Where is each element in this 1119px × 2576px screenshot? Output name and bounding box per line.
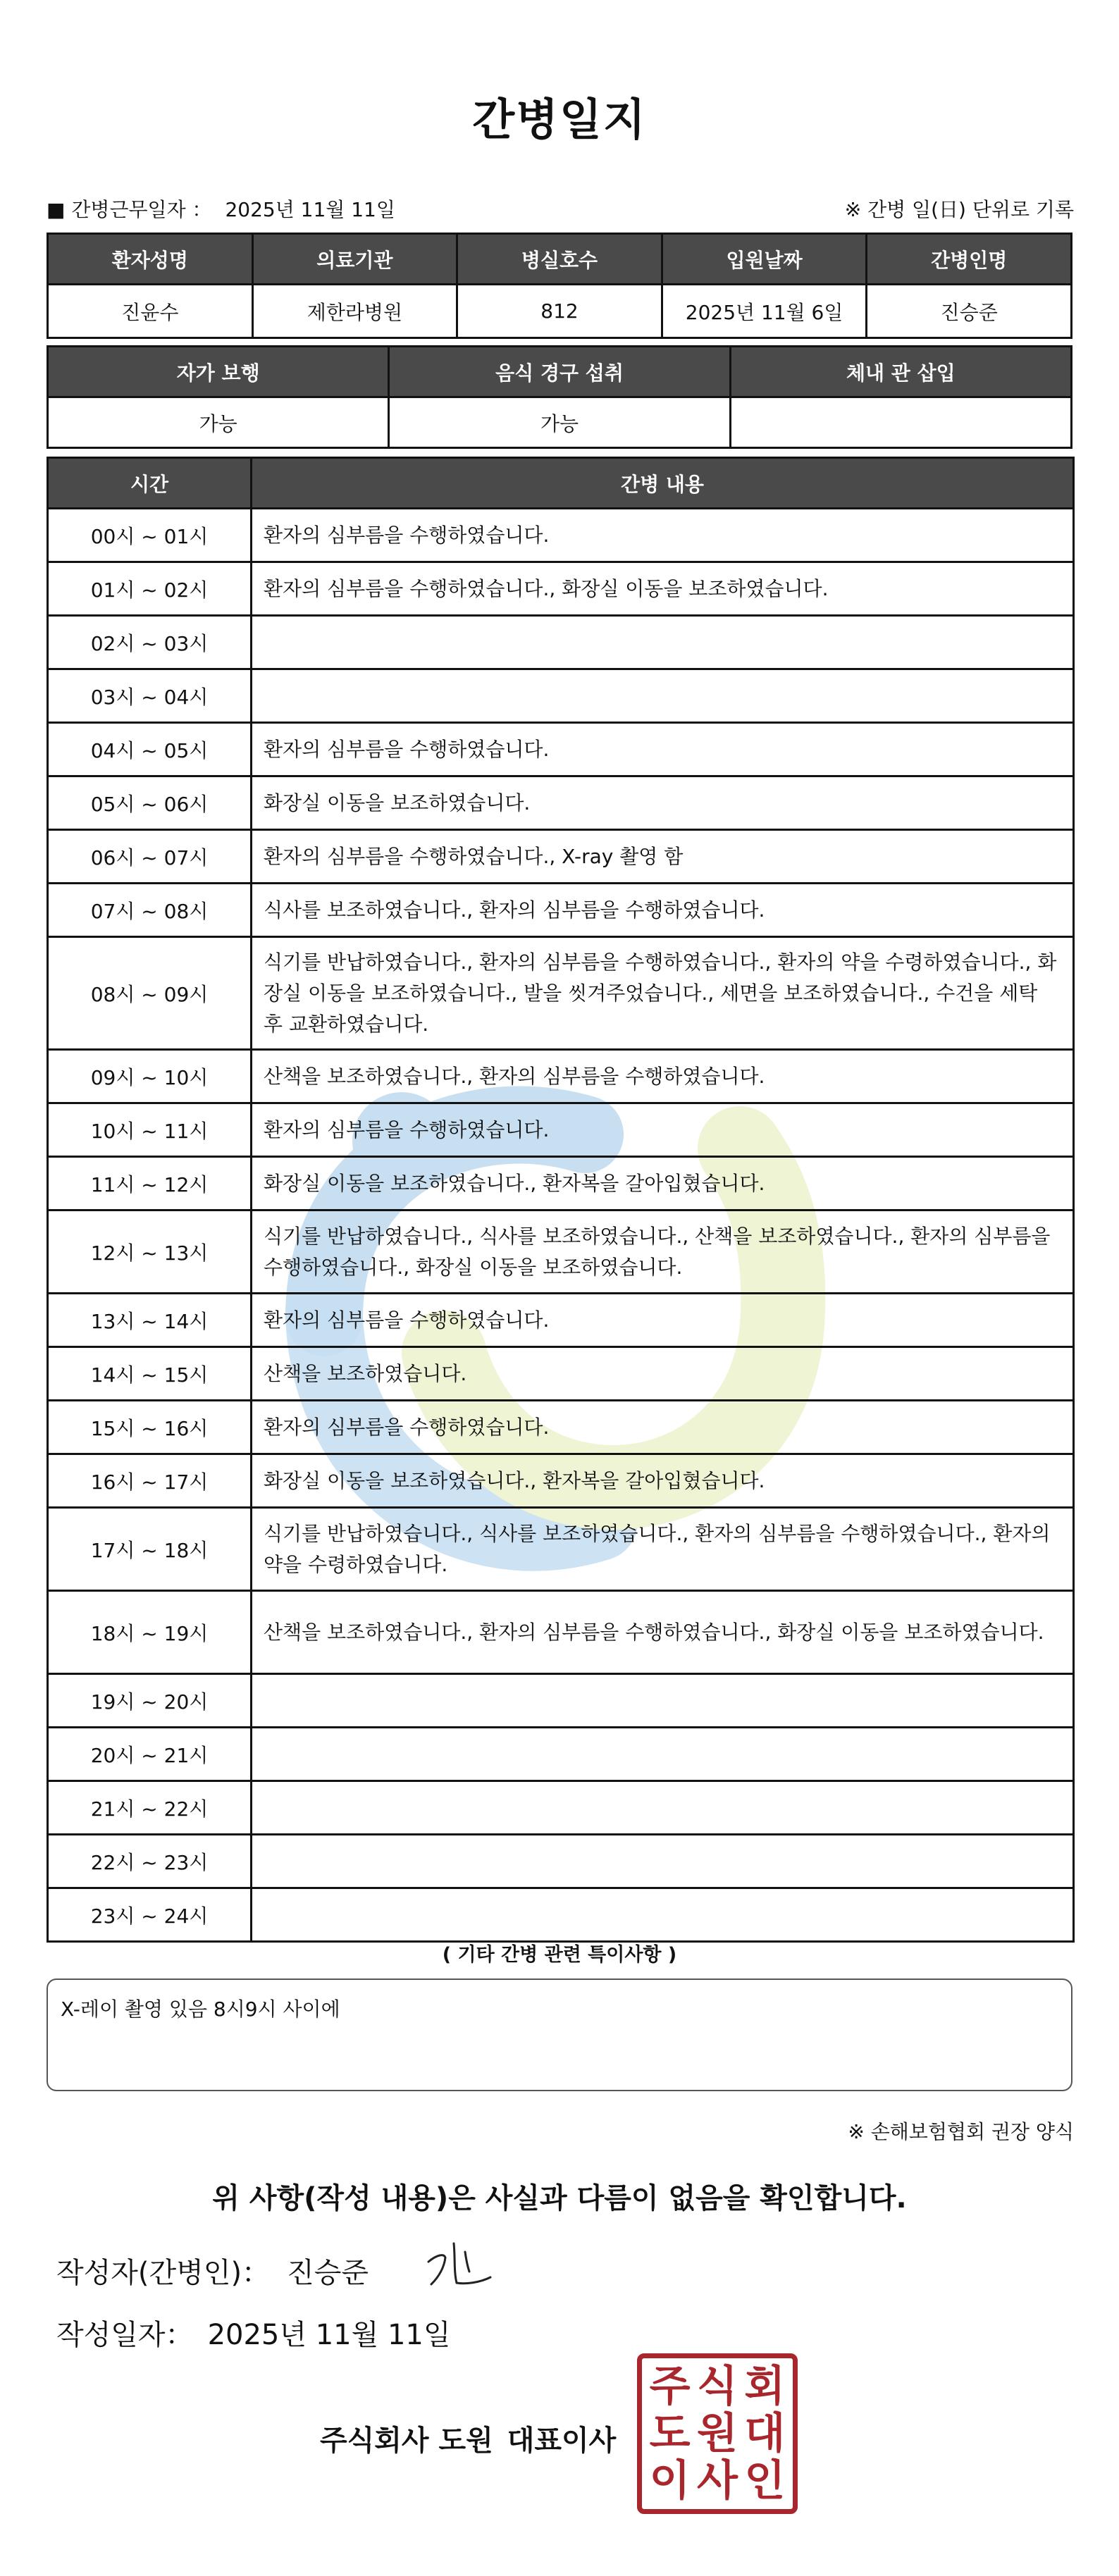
care-log-time: 12시 ~ 13시: [48, 1210, 252, 1294]
ability-value-row: [48, 397, 1072, 448]
seal-char: 이: [649, 2456, 691, 2506]
care-log-row: [48, 1888, 1074, 1942]
care-log-content: 환자의 심부름을 수행하였습니다.: [252, 1103, 1074, 1157]
care-log-row: [48, 1728, 1074, 1781]
care-log-row: [48, 1401, 1074, 1454]
care-log-time: 01시 ~ 02시: [48, 562, 252, 616]
seal-char: 주: [649, 2361, 691, 2411]
care-log-content: 식기를 반납하였습니다., 환자의 심부름을 수행하였습니다., 환자의 약을 수령하였습니다., 화장실 이동을 보조하였습니다., 발을 씻겨주었습니다., 세면을 보조하였습니다., 수건을 세탁 후 교환하였습니다.: [252, 937, 1074, 1050]
care-log-time: 14시 ~ 15시: [48, 1347, 252, 1401]
care-log-content: 산책을 보조하였습니다., 환자의 심부름을 수행하였습니다., 화장실 이동을 보조하였습니다.: [252, 1591, 1074, 1674]
care-log-row: [48, 1347, 1074, 1401]
patient-info-header-row: [48, 234, 1072, 285]
care-log-time: 16시 ~ 17시: [48, 1454, 252, 1508]
care-log-row: [48, 1591, 1074, 1674]
form-recommendation-note: ※ 손해보험협회 권장 양식: [848, 2120, 1074, 2143]
patient-info-table: [47, 233, 1072, 339]
work-date: [47, 194, 395, 223]
care-log-row: [48, 776, 1074, 830]
work-date-value: 2025년 11월 11일: [225, 198, 395, 221]
writer-name: 진승준: [287, 2257, 369, 2289]
writer-label: 작성자(간병인)：: [56, 2257, 271, 2289]
care-log-content: 산책을 보조하였습니다., 환자의 심부름을 수행하였습니다.: [252, 1050, 1074, 1103]
care-log-content: 환자의 심부름을 수행하였습니다.: [252, 723, 1074, 776]
care-log-time: 19시 ~ 20시: [48, 1674, 252, 1728]
header-care-content: 간병 내용: [252, 458, 1074, 509]
header-patient-name: 환자성명: [48, 234, 253, 285]
company-name: 주식회사 도원: [320, 2425, 493, 2457]
care-log-time: 00시 ~ 01시: [48, 509, 252, 562]
tube-insertion-value: [730, 397, 1071, 448]
care-log-table: [47, 457, 1075, 1943]
room-number: 812: [457, 285, 662, 338]
seal-char: 회: [744, 2361, 786, 2411]
care-log-content: 화장실 이동을 보조하였습니다., 환자복을 갈아입혔습니다.: [252, 1157, 1074, 1210]
oral-intake-value: 가능: [389, 397, 730, 448]
care-log-time: 17시 ~ 18시: [48, 1508, 252, 1591]
care-log-row: [48, 1674, 1074, 1728]
header-time: 시간: [48, 458, 252, 509]
patient-ability-table: [47, 345, 1072, 449]
caregiver-name: 진승준: [867, 285, 1072, 338]
care-log-rows: [48, 509, 1074, 1942]
care-log-content: 환자의 심부름을 수행하였습니다.: [252, 509, 1074, 562]
special-notes-box: X-레이 촬영 있음 8시9시 사이에: [47, 1979, 1072, 2091]
notes-title: ( 기타 간병 관련 특이사항 ): [442, 1944, 677, 1966]
care-log-time: 20시 ~ 21시: [48, 1728, 252, 1781]
confirmation-statement: 위 사항(작성 내용)은 사실과 다름이 없음을 확인합니다.: [212, 2182, 907, 2215]
care-log-content: 식기를 반납하였습니다., 식사를 보조하였습니다., 산책을 보조하였습니다., 환자의 심부름을 수행하였습니다., 화장실 이동을 보조하였습니다.: [252, 1210, 1074, 1294]
care-log-time: 18시 ~ 19시: [48, 1591, 252, 1674]
header-room: 병실호수: [457, 234, 662, 285]
seal-char: 도: [649, 2408, 691, 2458]
care-log-time: 02시 ~ 03시: [48, 616, 252, 669]
seal-char: 대: [744, 2408, 786, 2458]
care-log-row: [48, 723, 1074, 776]
care-log-content: [252, 1835, 1074, 1888]
care-log-content: [252, 1674, 1074, 1728]
seal-char: 원: [697, 2408, 738, 2458]
header-hospital: 의료기관: [252, 234, 457, 285]
care-log-time: 08시 ~ 09시: [48, 937, 252, 1050]
care-log-row: [48, 509, 1074, 562]
care-log-content: [252, 1728, 1074, 1781]
written-date-label: 작성일자：: [56, 2319, 194, 2351]
care-log-content: [252, 669, 1074, 723]
care-log-content: [252, 1781, 1074, 1835]
company-representative: 대표이사: [507, 2425, 617, 2457]
written-date-line: [56, 2312, 451, 2353]
care-log-row: [48, 1508, 1074, 1591]
care-log-row: [48, 1210, 1074, 1294]
header-admission-date: 입원날짜: [662, 234, 867, 285]
record-unit-note: ※ 간병 일(日) 단위로 기록: [844, 198, 1074, 221]
care-log-content: 환자의 심부름을 수행하였습니다., X-ray 촬영 함: [252, 830, 1074, 884]
care-log-time: 13시 ~ 14시: [48, 1294, 252, 1347]
care-log-content: 화장실 이동을 보조하였습니다., 환자복을 갈아입혔습니다.: [252, 1454, 1074, 1508]
seal-char: 식: [697, 2361, 738, 2411]
header-oral-intake: 음식 경구 섭취: [389, 347, 730, 397]
care-log-content: 식기를 반납하였습니다., 식사를 보조하였습니다., 환자의 심부름을 수행하였습니다., 환자의 약을 수령하였습니다.: [252, 1508, 1074, 1591]
hospital-name: 제한라병원: [252, 285, 457, 338]
care-log-row: [48, 562, 1074, 616]
care-log-row: [48, 1157, 1074, 1210]
care-log-time: 07시 ~ 08시: [48, 884, 252, 937]
care-log-row: [48, 1835, 1074, 1888]
care-log-time: 04시 ~ 05시: [48, 723, 252, 776]
admission-date: 2025년 11월 6일: [662, 285, 867, 338]
header-tube-insertion: 체내 관 삽입: [730, 347, 1071, 397]
patient-name: 진윤수: [48, 285, 253, 338]
care-log-content: [252, 616, 1074, 669]
care-log-content: 환자의 심부름을 수행하였습니다.: [252, 1401, 1074, 1454]
seal-char: 사: [697, 2456, 738, 2506]
care-log-row: [48, 1454, 1074, 1508]
self-walking-value: 가능: [48, 397, 389, 448]
care-log-time: 06시 ~ 07시: [48, 830, 252, 884]
ability-header-row: [48, 347, 1072, 397]
care-log-time: 21시 ~ 22시: [48, 1781, 252, 1835]
care-log-content: 식사를 보조하였습니다., 환자의 심부름을 수행하였습니다.: [252, 884, 1074, 937]
company-seal: [637, 2353, 798, 2514]
care-log-row: [48, 1294, 1074, 1347]
document-title: 간병일지: [472, 94, 647, 145]
seal-char: 인: [744, 2456, 786, 2506]
patient-info-value-row: [48, 285, 1072, 338]
care-log-time: 05시 ~ 06시: [48, 776, 252, 830]
header-caregiver: 간병인명: [867, 234, 1072, 285]
care-log-time: 15시 ~ 16시: [48, 1401, 252, 1454]
care-log-row: [48, 1781, 1074, 1835]
care-log-content: 환자의 심부름을 수행하였습니다.: [252, 1294, 1074, 1347]
care-log-time: 23시 ~ 24시: [48, 1888, 252, 1942]
care-log-content: 산책을 보조하였습니다.: [252, 1347, 1074, 1401]
care-log-row: [48, 830, 1074, 884]
care-log-row: [48, 616, 1074, 669]
care-log-row: [48, 884, 1074, 937]
care-log-row: [48, 1050, 1074, 1103]
care-log-content: [252, 1888, 1074, 1942]
writer-line: [56, 2250, 369, 2291]
care-log-time: 09시 ~ 10시: [48, 1050, 252, 1103]
care-log-time: 22시 ~ 23시: [48, 1835, 252, 1888]
care-log-content: 화장실 이동을 보조하였습니다.: [252, 776, 1074, 830]
care-log-time: 03시 ~ 04시: [48, 669, 252, 723]
written-date-value: 2025년 11월 11일: [207, 2319, 451, 2351]
work-date-label: ■ 간병근무일자 ：: [47, 198, 212, 221]
handwritten-signature: [423, 2234, 500, 2297]
company-line: [320, 2418, 616, 2458]
care-log-row: [48, 669, 1074, 723]
care-log-header-row: [48, 458, 1074, 509]
care-log-time: 11시 ~ 12시: [48, 1157, 252, 1210]
care-log-row: [48, 1103, 1074, 1157]
care-log-time: 10시 ~ 11시: [48, 1103, 252, 1157]
header-self-walking: 자가 보행: [48, 347, 389, 397]
care-log-content: 환자의 심부름을 수행하였습니다., 화장실 이동을 보조하였습니다.: [252, 562, 1074, 616]
care-log-row: [48, 937, 1074, 1050]
